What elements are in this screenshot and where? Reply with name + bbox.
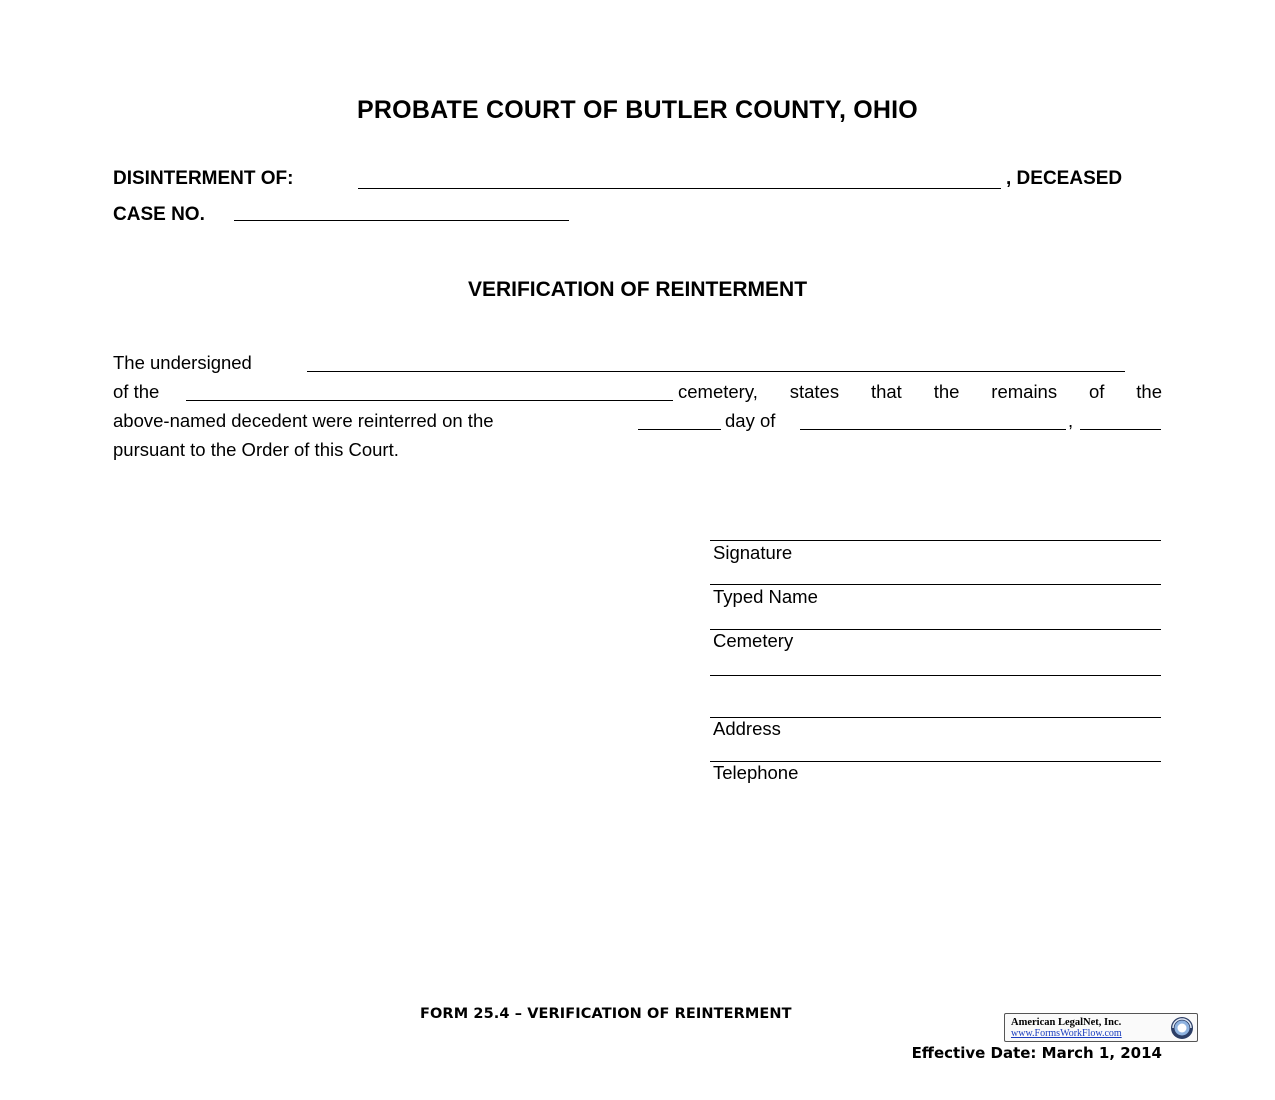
case-no-field[interactable] (234, 220, 569, 221)
day-of-label: day of (725, 410, 776, 431)
of-the-label: of the (113, 381, 160, 402)
typed-name-field[interactable] (710, 584, 1161, 585)
cemetery-name-field[interactable] (186, 400, 673, 401)
signature-field[interactable] (710, 540, 1161, 541)
section-title: VERIFICATION OF REINTERMENT (467, 278, 808, 301)
globe-icon (1170, 1016, 1194, 1040)
address-label: Address (713, 718, 781, 739)
undersigned-name-field[interactable] (307, 371, 1125, 372)
american-legalnet-logo[interactable] (1004, 1013, 1198, 1042)
pursuant-text: pursuant to the Order of this Court. (113, 439, 399, 460)
decedent-name-field[interactable] (358, 188, 1001, 189)
cemetery-label: Cemetery (713, 630, 794, 651)
logo-company-name: American LegalNet, Inc. (1011, 1017, 1122, 1028)
form-number-label: FORM 25.4 – VERIFICATION OF REINTERMENT (420, 1006, 792, 1022)
signature-label: Signature (713, 542, 793, 563)
day-field[interactable] (638, 429, 721, 430)
address-line-1-field[interactable] (710, 675, 1161, 676)
court-title: PROBATE COURT OF BUTLER COUNTY, OHIO (357, 96, 918, 124)
deceased-label: , DECEASED (1006, 168, 1123, 189)
undersigned-label: The undersigned (113, 352, 252, 373)
logo-url-link[interactable]: www.FormsWorkFlow.com (1011, 1028, 1122, 1039)
reinterred-on-label: above-named decedent were reinterred on the (113, 410, 494, 431)
case-no-label: CASE NO. (113, 204, 205, 225)
year-field[interactable] (1080, 429, 1161, 430)
comma-separator: , (1068, 410, 1074, 431)
disinterment-label: DISINTERMENT OF: (113, 168, 294, 189)
telephone-label: Telephone (713, 762, 799, 783)
typed-name-label: Typed Name (713, 586, 818, 607)
cemetery-statement-text: cemetery, states that the remains of the (678, 381, 1162, 402)
month-field[interactable] (800, 429, 1066, 430)
effective-date: Effective Date: March 1, 2014 (911, 1044, 1162, 1062)
